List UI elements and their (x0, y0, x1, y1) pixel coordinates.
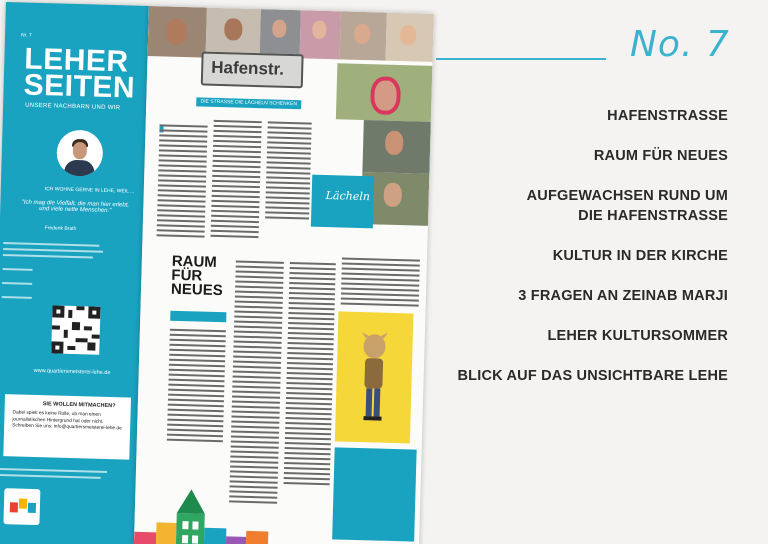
laecheln-text: Lächeln (325, 189, 371, 204)
resident-photo (386, 13, 434, 62)
logo-block (19, 499, 27, 509)
info-box (332, 447, 417, 541)
resident-face (383, 183, 402, 207)
toc-item-unsichtbares-lehe[interactable]: BLICK AUF DAS UNSICHTBARE LEHE (457, 368, 728, 384)
logo-block (10, 502, 18, 512)
newsletter-cover-page (0, 2, 149, 544)
issue-number-small: Nr. 7 (20, 32, 32, 39)
resident-quote: "Ich mag die Vielfalt, die man hier erlebt, und viele nette Menschen." (21, 199, 130, 215)
text-line (0, 474, 101, 479)
masthead-line1: LEHER (23, 42, 130, 79)
resident-face (370, 76, 401, 115)
resident-face (312, 21, 326, 39)
text-line (3, 248, 103, 253)
raum-fuer-neues-headline: RAUM FÜR NEUES (170, 252, 223, 300)
resident-face (385, 131, 404, 155)
resident-face (272, 19, 286, 37)
resident-face (354, 24, 371, 44)
resident-photo (340, 11, 387, 60)
participation-box (3, 394, 131, 459)
toc-item-hafenstrasse[interactable]: HAFENSTRASSE (607, 108, 728, 124)
resident-photo (260, 9, 301, 54)
article-tagline: DIE STRASSE DIE LÄCHELN SCHENKEN (196, 97, 301, 109)
resident-photo (148, 6, 207, 58)
masthead-line2: SEITEN (23, 68, 136, 105)
masthead-subtitle: UNSERE NACHBARN UND WIR (25, 102, 121, 112)
text-line (0, 468, 107, 473)
resident-photo (206, 8, 261, 53)
text-line (2, 282, 32, 285)
resident-face (224, 18, 243, 40)
resident-photo (362, 120, 430, 174)
resident-photo (300, 10, 341, 59)
text-line (3, 268, 33, 271)
article-column (284, 262, 336, 488)
quote-author: Frederik Brath (44, 225, 77, 233)
toc-item-raum-fuer-neues[interactable]: RAUM FÜR NEUES (593, 148, 728, 164)
resident-photo (336, 63, 433, 122)
resident-portrait (56, 129, 103, 176)
sponsor-logo (3, 488, 40, 525)
logo-block (28, 503, 36, 513)
resident-face (166, 18, 187, 45)
qr-code (51, 305, 100, 354)
website-link[interactable]: www.quartiersmeisterei-lehe.de (33, 367, 111, 377)
houses-illustration (133, 482, 315, 544)
toc-item-aufgewachsen-line2[interactable]: DIE HAFENSTRASSE (578, 208, 728, 224)
article-column (167, 329, 226, 446)
portrait-face (73, 142, 87, 159)
text-line (3, 254, 93, 259)
article-column (341, 257, 420, 309)
toc-item-leher-kultursommer[interactable]: LEHER KULTURSOMMER (547, 328, 728, 344)
text-line (2, 296, 32, 299)
newspaper-spread (0, 2, 434, 544)
qr-code-pattern (51, 305, 100, 354)
hafenstrasse-article-page (133, 6, 434, 544)
article-column (265, 121, 312, 222)
toc-divider-line (436, 58, 606, 60)
article-column (229, 261, 284, 507)
street-sign-image (201, 51, 304, 88)
resident-face (400, 25, 417, 45)
participation-title: SIE WOLLEN MITMACHEN? (42, 401, 116, 410)
article-column (210, 120, 261, 241)
toc-item-kultur-in-der-kirche[interactable]: KULTUR IN DER KIRCHE (552, 248, 728, 264)
issue-number: No. 7 (630, 24, 730, 65)
toc-item-aufgewachsen-line1[interactable]: AUFGEWACHSEN RUND UM (526, 188, 728, 204)
toc-item-3-fragen[interactable]: 3 FRAGEN AN ZEINAB MARJI (518, 288, 728, 304)
street-sign-text: Hafenstr. (210, 57, 285, 79)
article-column (156, 124, 207, 240)
greeting-heading: ICH WOHNE GERNE IN LEHE, WEIL ... (44, 186, 135, 195)
portrait-shirt (64, 160, 95, 177)
headline-band (170, 311, 226, 323)
laecheln-badge (311, 175, 374, 229)
cartoon-character-illustration (355, 332, 391, 423)
text-line (3, 242, 99, 247)
participation-text: Dabei spielt es keine Rolle, ob man einen journalistischen Hintergrund hat oder nicht. Schreiben Sie uns: info@quartiersmeisterei-lehe.de (12, 410, 122, 432)
